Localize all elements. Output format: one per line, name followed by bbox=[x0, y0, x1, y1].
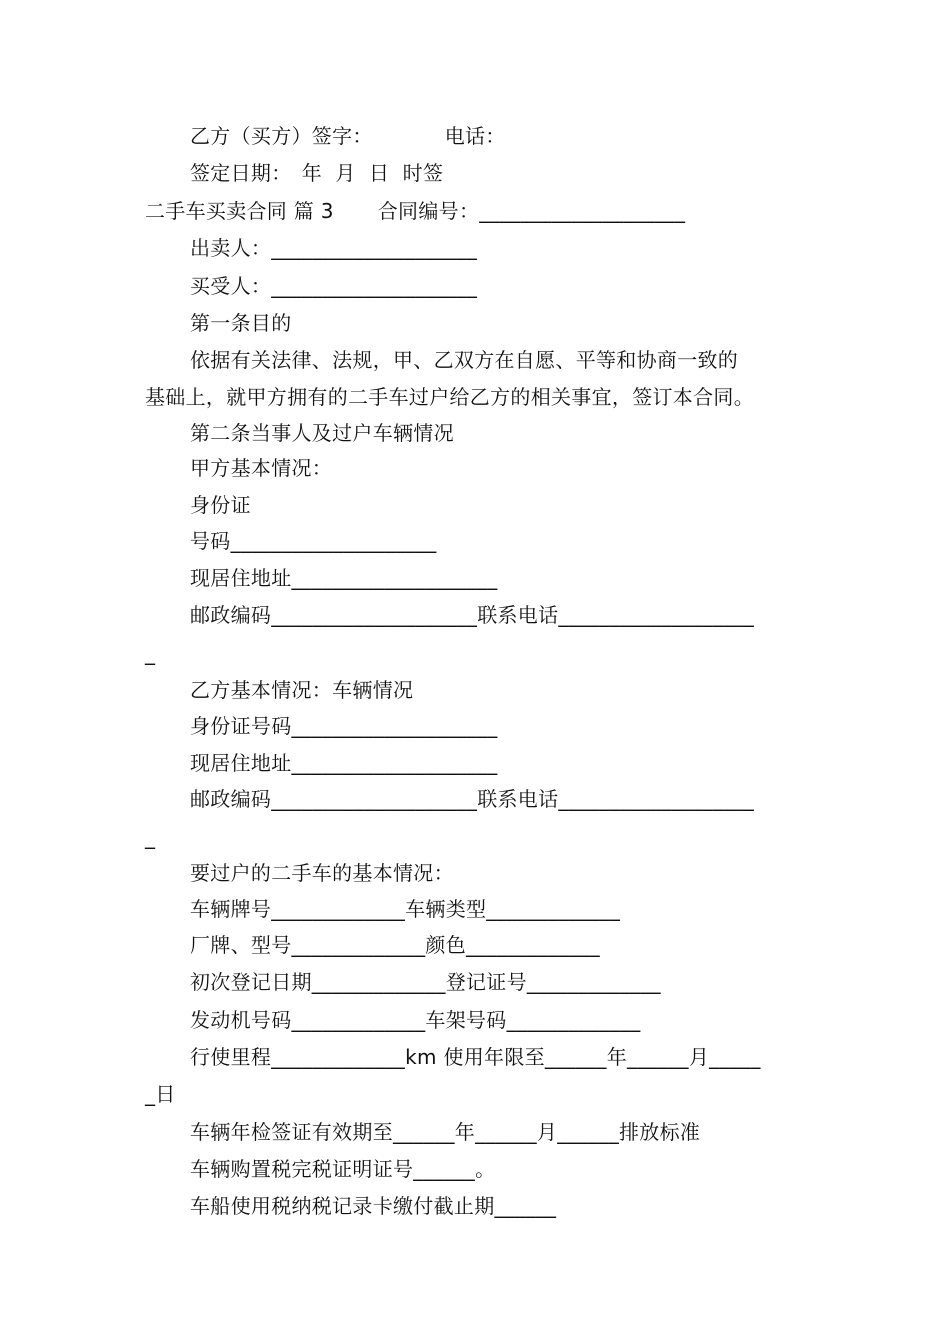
contract-title: 二手车买卖合同 篇 3 bbox=[145, 199, 334, 223]
purchase-tax-field: 车辆购置税完税证明证号______。 bbox=[190, 1157, 496, 1181]
sign-date-line: 签定日期： 年 月 日 时签 bbox=[190, 161, 444, 185]
postcode-phone-field: 邮政编码____________________联系电话___________________ bbox=[190, 787, 755, 811]
continuation-day: _日 bbox=[145, 1082, 176, 1106]
vehicle-tax-field: 车船使用税纳税记录卡缴付截止期______ bbox=[190, 1194, 557, 1218]
postcode-phone-field: 邮政编码____________________联系电话___________________ bbox=[190, 603, 755, 627]
party-b-heading: 乙方基本情况：车辆情况 bbox=[190, 678, 414, 702]
mileage-field: 行使里程_____________km 使用年限至______年______月_____ bbox=[190, 1045, 761, 1069]
vehicle-info-heading: 要过户的二手车的基本情况： bbox=[190, 861, 454, 885]
id-number-field: 号码____________________ bbox=[190, 529, 437, 553]
contract-title-line bbox=[145, 196, 685, 226]
inspection-field: 车辆年检签证有效期至______年______月______排放标准 bbox=[190, 1120, 701, 1144]
id-card-label: 身份证 bbox=[190, 493, 251, 517]
id-number-field: 身份证号码____________________ bbox=[190, 714, 498, 738]
plate-type-field: 车辆牌号_____________车辆类型_____________ bbox=[190, 897, 621, 921]
buyer-signature-label: 乙方（买方）签字： bbox=[190, 124, 373, 148]
article-2-heading: 第二条当事人及过户车辆情况 bbox=[190, 421, 454, 445]
registration-field: 初次登记日期_____________登记证号_____________ bbox=[190, 970, 661, 994]
engine-frame-field: 发动机号码_____________车架号码_____________ bbox=[190, 1008, 641, 1032]
article-1-heading: 第一条目的 bbox=[190, 311, 292, 335]
buyer-line: 买受人：____________________ bbox=[190, 274, 478, 298]
address-field: 现居住地址____________________ bbox=[190, 566, 498, 590]
phone-label: 电话： bbox=[444, 124, 506, 148]
buyer-signature-line bbox=[190, 121, 506, 151]
contract-number: 合同编号：____________________ bbox=[377, 199, 686, 223]
party-a-heading: 甲方基本情况： bbox=[190, 456, 333, 480]
paragraph-line: 基础上，就甲方拥有的二手车过户给乙方的相关事宜，签订本合同。 bbox=[145, 385, 754, 409]
seller-line: 出卖人：____________________ bbox=[190, 236, 478, 260]
address-field: 现居住地址____________________ bbox=[190, 751, 498, 775]
continuation-underscore: _ bbox=[145, 641, 156, 665]
continuation-underscore: _ bbox=[145, 825, 156, 849]
paragraph-line: 依据有关法律、法规，甲、乙双方在自愿、平等和协商一致的 bbox=[190, 348, 739, 372]
brand-color-field: 厂牌、型号_____________颜色_____________ bbox=[190, 933, 600, 957]
